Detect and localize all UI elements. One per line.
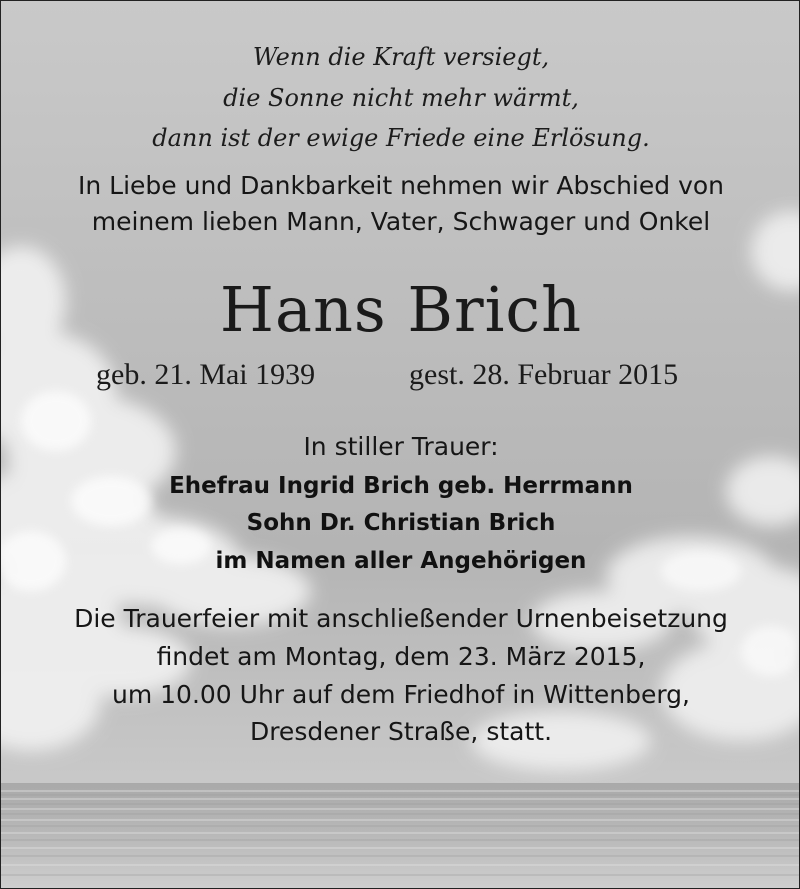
ceremony-line-4: Dresdener Straße, statt.	[249, 717, 553, 746]
ceremony-line-1: Die Trauerfeier mit anschließender Urnenbeisetzung	[74, 604, 728, 633]
ceremony-line-2: findet am Montag, dem 23. März 2015,	[156, 642, 646, 671]
mourner-line-1: Ehefrau Ingrid Brich geb. Herrmann	[169, 473, 633, 499]
mourner-line-3: im Namen aller Angehörigen	[215, 548, 587, 574]
intro-line-2: meinem lieben Mann, Vater, Schwager und Onkel	[91, 207, 711, 236]
verse-line-2: die Sonne nicht mehr wärmt,	[223, 84, 579, 112]
birth-date: geb. 21. Mai 1939	[96, 358, 316, 391]
ceremony-line-3: um 10.00 Uhr auf dem Friedhof in Wittenberg,	[111, 680, 690, 709]
verse-line-1: Wenn die Kraft versiegt,	[252, 43, 550, 71]
death-date: gest. 28. Februar 2015	[409, 358, 679, 391]
verse-line-3: dann ist der ewige Friede eine Erlösung.	[152, 124, 650, 152]
mourner-line-2: Sohn Dr. Christian Brich	[246, 510, 556, 536]
intro-line-1: In Liebe und Dankbarkeit nehmen wir Abschied von	[77, 171, 725, 200]
mourning-heading: In stiller Trauer:	[303, 432, 499, 461]
deceased-name: Hans Brich	[219, 273, 583, 346]
notice-text	[1, 1, 800, 889]
